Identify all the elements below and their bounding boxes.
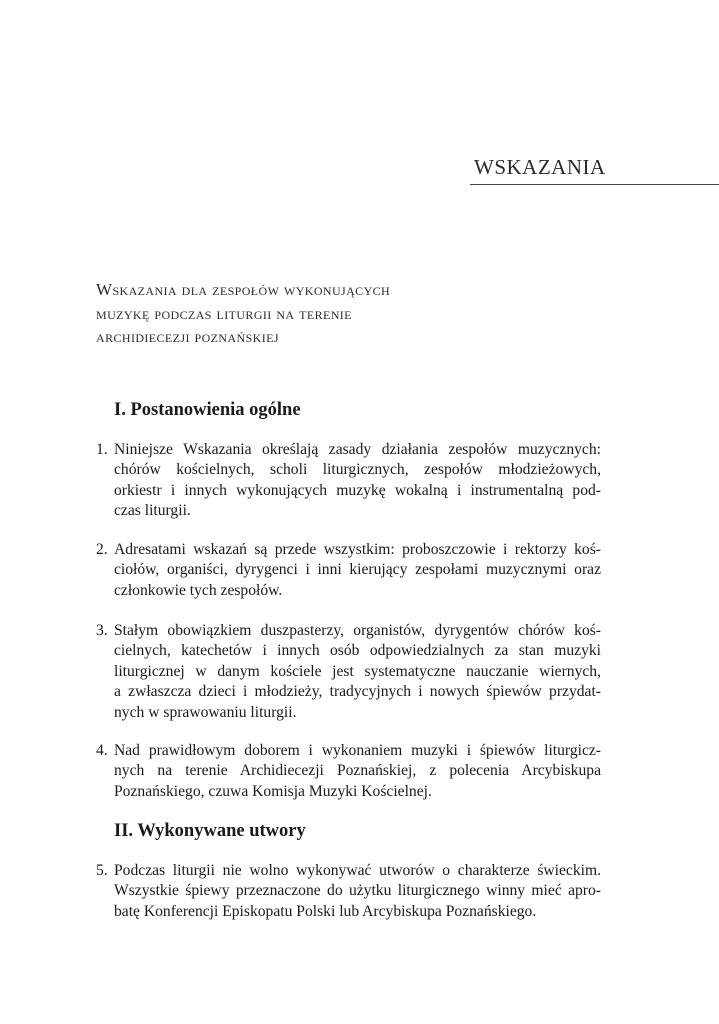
section-heading-performed-works: II. Wykonywane utwory bbox=[114, 821, 306, 841]
item-text bbox=[114, 741, 601, 802]
item-text-line: a zwłaszcza dzieci i młodzieży, tradycyjnych i nowych śpiewów przydat- bbox=[114, 683, 601, 701]
list-item bbox=[96, 540, 601, 601]
item-text-line: nych w sprawowaniu liturgii. bbox=[114, 703, 297, 721]
item-text bbox=[114, 440, 601, 522]
item-text-line: Adresatami wskazań są przede wszystkim: proboszczowie i rektorzy koś- bbox=[114, 541, 601, 558]
item-text-line: Niniejsze Wskazania określają zasady działania zespołów muzycznych: bbox=[114, 441, 601, 458]
list-item bbox=[96, 621, 601, 723]
list-item bbox=[96, 861, 601, 922]
item-text-line: chórów kościelnych, scholi liturgicznych, zespołów młodzieżowych, bbox=[114, 461, 601, 479]
item-number: 2. bbox=[96, 541, 108, 558]
item-text-line: nych na terenie Archidiecezji Poznańskiej, z polecenia Arcybiskupa bbox=[114, 762, 601, 780]
item-text-line: cielnych, katechetów i innych osób odpowiedzialnych za stan muzyki bbox=[114, 642, 601, 660]
item-number: 4. bbox=[96, 742, 108, 759]
document-title-line: Wskazania dla zespołów wykonujących bbox=[96, 280, 391, 299]
item-text-line: czas liturgii. bbox=[114, 502, 191, 520]
item-text-line: batę Konferencji Episkopatu Polski lub Arcybiskupa Poznańskiego. bbox=[114, 902, 537, 920]
item-text-line: członkowie tych zespołów. bbox=[114, 581, 283, 599]
item-text-line: Stałym obowiązkiem duszpasterzy, organistów, dyrygentów chórów koś- bbox=[114, 622, 601, 639]
item-number: 5. bbox=[96, 862, 108, 879]
item-text-line: liturgicznej w danym kościele jest systematyczne nauczanie wiernych, bbox=[114, 662, 601, 680]
item-text-line: orkiestr i innych wykonujących muzykę wokalną i instrumentalną pod- bbox=[114, 481, 601, 499]
document-title-line: archidiecezji poznańskiej bbox=[96, 327, 279, 346]
item-text-line: Poznańskiego, czuwa Komisja Muzyki Kościelnej. bbox=[114, 782, 432, 800]
item-text bbox=[114, 621, 601, 723]
list-item bbox=[96, 741, 601, 802]
section-heading-general-provisions: I. Postanowienia ogólne bbox=[114, 400, 301, 420]
item-number: 1. bbox=[96, 441, 108, 458]
list-item bbox=[96, 440, 601, 522]
running-header bbox=[470, 150, 719, 185]
document-title-line: muzykę podczas liturgii na terenie bbox=[96, 303, 352, 323]
item-number: 3. bbox=[96, 622, 108, 639]
item-text bbox=[114, 540, 601, 601]
header-rule bbox=[470, 184, 719, 185]
item-text-line: ciołów, organiści, dyrygenci i inni kierujący zespołami muzycznymi oraz bbox=[114, 561, 601, 579]
document-title bbox=[96, 278, 536, 349]
item-text bbox=[114, 861, 601, 922]
running-header-title: WSKAZANIA bbox=[474, 155, 606, 179]
item-text-line: Nad prawidłowym doborem i wykonaniem muzyki i śpiewów liturgicz- bbox=[114, 742, 601, 759]
item-text-line: Wszystkie śpiewy przeznaczone do użytku liturgicznego winny mieć apro- bbox=[114, 882, 601, 900]
item-text-line: Podczas liturgii nie wolno wykonywać utworów o charakterze świeckim. bbox=[114, 862, 601, 879]
